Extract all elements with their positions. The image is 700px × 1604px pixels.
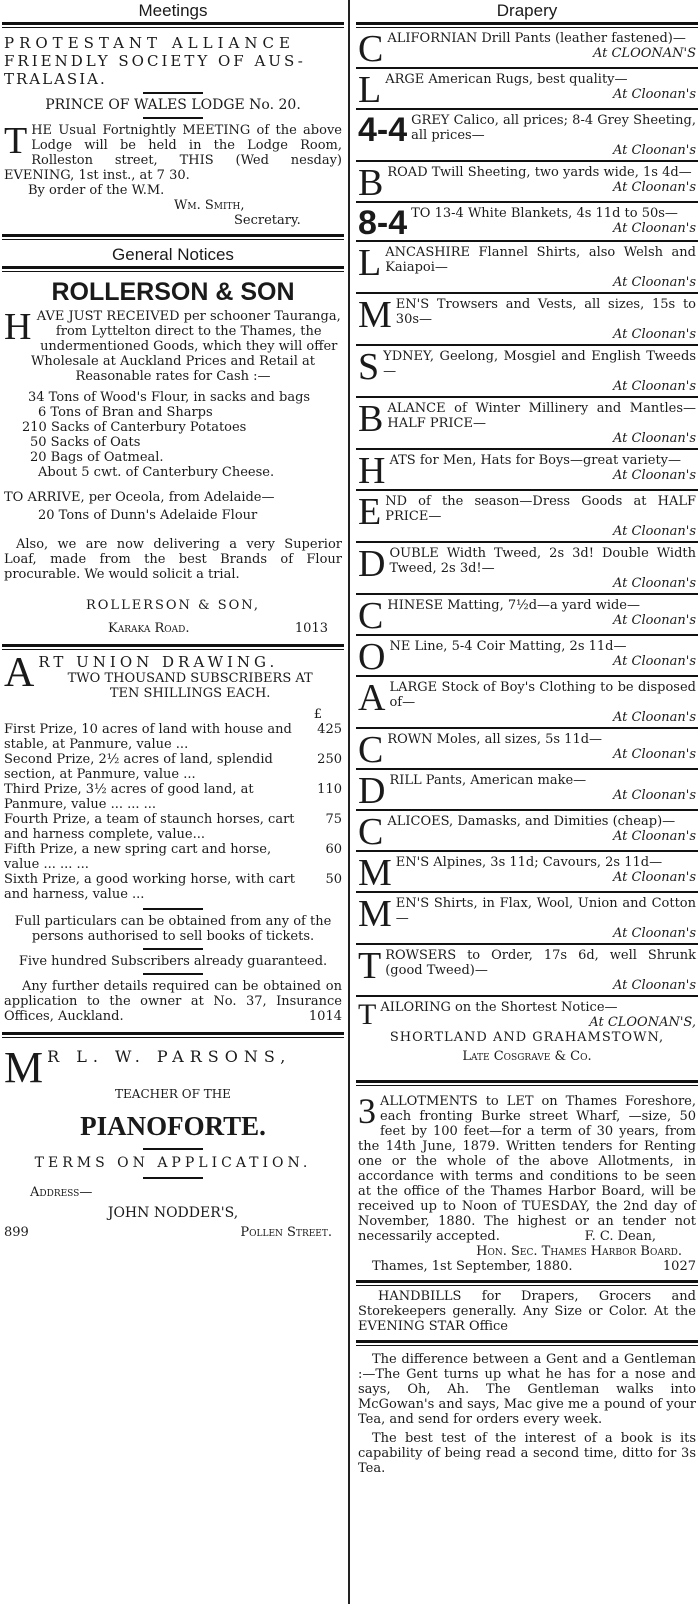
drapery-ad-text: ATS for Men, Hats for Boys—great variety— <box>389 453 682 468</box>
rule <box>143 973 203 975</box>
drapery-ad-sig: At Cloonan's <box>612 978 696 993</box>
parsons-street: Pollen Street. <box>240 1225 332 1240</box>
drapery-ad-text: ROWN Moles, all sizes, 5s 11d— <box>387 732 603 747</box>
drop-cap: H <box>4 306 32 348</box>
drapery-ad <box>354 69 700 108</box>
drop-cap: T <box>358 998 377 1031</box>
rollerson-arrive: TO ARRIVE, per Oceola, from Adelaide— <box>4 490 275 505</box>
drapery-ad <box>354 398 700 448</box>
drapery-ad-text: NE Line, 5-4 Coir Matting, 2s 11d— <box>389 639 627 654</box>
drapery-ad-text: HINESE Matting, 7½d—a yard wide— <box>387 598 640 613</box>
drapery-ad-sig: At Cloonan's <box>612 180 696 195</box>
drop-cap: C <box>358 729 384 768</box>
drop-cap: B <box>358 398 384 440</box>
drapery-ad-text: ND of the season—Dress Goods at HALF PRICE— <box>385 494 696 524</box>
rollerson-item: 34 Tons of Wood's Flour, in sacks and bags <box>28 390 311 405</box>
drapery-ad <box>354 491 700 541</box>
drapery-ad-sig: At Cloonan's <box>612 524 696 539</box>
drapery-ad <box>354 770 700 809</box>
parsons-title: R L. W. PARSONS, <box>47 1047 292 1066</box>
drapery-ad <box>354 346 700 396</box>
rollerson-sign: ROLLERSON & SON, <box>85 598 260 613</box>
prize-row: Third Prize, 3½ acres of good land, at Panmure, value ... ... ... 110 <box>4 782 342 812</box>
handbills-ad <box>354 1286 700 1336</box>
drapery-header: Drapery <box>496 1 558 20</box>
drop-cap: A <box>358 677 386 719</box>
drapery-ad <box>354 203 700 240</box>
drapery-ad-sig: At Cloonan's <box>612 747 696 762</box>
drapery-ad <box>354 242 700 292</box>
drapery-ad-sig: At Cloonan's <box>612 87 696 102</box>
drapery-ad-sig: At CLOONAN'S <box>592 46 696 61</box>
drapery-ad <box>354 811 700 850</box>
drapery-ad <box>354 677 700 727</box>
column-divider <box>348 0 350 1604</box>
prize-row: Sixth Prize, a good working horse, with cart and harness, value ... 50 <box>4 872 342 902</box>
tailoring-sig: At CLOONAN'S, <box>589 1015 696 1030</box>
drop-cap: S <box>358 346 380 388</box>
alliance-title-1: PROTESTANT ALLIANCE <box>4 34 295 52</box>
artunion-title: RT UNION DRAWING. <box>38 653 279 671</box>
alliance-title-3: TRALASIA. <box>4 70 107 88</box>
drapery-ad-sig: At Cloonan's <box>612 379 696 394</box>
drapery-ad-sig: At Cloonan's <box>612 468 696 483</box>
drop-cap: T <box>4 120 28 162</box>
drapery-ad <box>354 162 700 201</box>
drapery-ad-text: LARGE Stock of Boy's Clothing to be disposed of— <box>389 680 696 710</box>
drapery-ad-sig: At Cloonan's <box>612 275 696 290</box>
artunion-number: 1014 <box>308 1009 342 1024</box>
tailoring-shop: SHORTLAND AND GRAHAMSTOWN, <box>389 1030 665 1045</box>
drapery-ad-sig: At Cloonan's <box>612 788 696 803</box>
allotments-ad <box>354 1086 700 1276</box>
drop-cap: D <box>358 543 386 585</box>
drop-cap: L <box>358 69 382 108</box>
alliance-role: Secretary. <box>234 213 301 228</box>
rollerson-arrive-item: 20 Tons of Dunn's Adelaide Flour <box>38 508 258 523</box>
rule <box>143 92 203 94</box>
parsons-address-label: Address— <box>30 1185 93 1200</box>
rule <box>2 234 344 240</box>
rule <box>143 1177 203 1179</box>
rollerson-item: 210 Sacks of Canterbury Potatoes <box>22 420 247 435</box>
drapery-ad-sig: At Cloonan's <box>612 143 696 158</box>
drop-cap: M <box>4 1043 44 1092</box>
parsons-ad <box>0 1038 346 1242</box>
drapery-ad-text: EN'S Trowsers and Vests, all sizes, 15s to 30s— <box>395 297 696 327</box>
drop-cap: H <box>358 450 386 489</box>
rule <box>143 117 203 119</box>
rollerson-item: 20 Bags of Oatmeal. <box>30 450 164 465</box>
meetings-header: Meetings <box>138 1 208 20</box>
drapery-ad-text: ARGE American Rugs, best quality— <box>385 72 628 87</box>
drapery-ad-sig: At Cloonan's <box>612 870 696 885</box>
tailoring-text: AILORING on the Shortest Notice— <box>380 1000 618 1015</box>
drapery-ad-sig: At Cloonan's <box>612 829 696 844</box>
gent-ad <box>354 1346 700 1478</box>
alliance-title-2: FRIENDLY SOCIETY OF AUS- <box>4 52 306 70</box>
general-header: General Notices <box>112 245 234 264</box>
parsons-pianoforte: PIANOFORTE. <box>80 1111 266 1141</box>
drop-cap: D <box>358 770 386 809</box>
drapery-ad-text: ALIFORNIAN Drill Pants (leather fastened)— <box>387 31 686 46</box>
drapery-ad <box>354 450 700 489</box>
drapery-ad-text: EN'S Shirts, in Flax, Wool, Union and Cotton— <box>395 896 696 926</box>
artunion-line3: TEN SHILLINGS EACH. <box>109 686 271 701</box>
rollerson-title: ROLLERSON & SON <box>51 278 295 306</box>
rule <box>143 908 203 910</box>
allotments-signer: F. C. Dean, <box>584 1229 656 1244</box>
drapery-ad-text: OUBLE Width Tweed, 2s 3d! Double Width Tweed, 2s 3d!— <box>389 546 696 576</box>
artunion-full: Full particulars can be obtained from any of the persons authorised to sell books of tickets. <box>14 914 332 944</box>
drop-cap: 3 <box>358 1091 376 1131</box>
drop-cap: M <box>358 893 392 935</box>
drapery-ad-sig: At Cloonan's <box>612 431 696 446</box>
rollerson-item: About 5 cwt. of Canterbury Cheese. <box>38 465 275 480</box>
lodge-name: PRINCE OF WALES LODGE No. 20. <box>45 97 301 113</box>
drop-cap: 4-4 <box>358 111 408 149</box>
rule <box>143 948 203 950</box>
tailoring-late: Late Cosgrave & Co. <box>462 1049 592 1064</box>
artunion-line2: TWO THOUSAND SUBSCRIBERS AT <box>67 671 313 686</box>
alliance-notice <box>0 28 346 230</box>
prize-row: Fourth Prize, a team of staunch horses, cart and harness complete, value... 75 <box>4 812 342 842</box>
rollerson-loaf: Also, we are now delivering a very Superior Loaf, made from the best Brands of Flour procurable. We would solicit a trial. <box>4 537 342 582</box>
alliance-body: HE Usual Fortnightly MEETING of the above Lodge will be held in the Lodge Room, Rolleston street, THIS (Wed nesday) EVENING, 1st inst., at 7 30. <box>4 123 342 183</box>
drapery-ad-sig: At Cloonan's <box>612 576 696 591</box>
drop-cap: M <box>358 294 392 336</box>
prize-row: First Prize, 10 acres of land with house and stable, at Panmure, value ... 425 <box>4 722 342 752</box>
drop-cap: O <box>358 636 386 675</box>
prize-row: Second Prize, 2½ acres of land, splendid section, at Panmure, value ... 250 <box>4 752 342 782</box>
parsons-name: JOHN NODDER'S, <box>107 1205 239 1221</box>
drapery-ad-text: ALICOES, Damasks, and Dimities (cheap)— <box>387 814 676 829</box>
handbills-text: HANDBILLS for Drapers, Grocers and Storekeepers generally. Any Size or Color. At the EVENING STAR Office <box>358 1289 696 1334</box>
drapery-ad <box>354 595 700 634</box>
drapery-ad-text: GREY Calico, all prices; 8-4 Grey Sheeting, all prices— <box>411 113 696 143</box>
drapery-ad-sig: At Cloonan's <box>612 710 696 725</box>
rollerson-number: 1013 <box>294 621 328 636</box>
rollerson-item: 6 Tons of Bran and Sharps <box>38 405 213 420</box>
allotments-body: ALLOTMENTS to LET on Thames Foreshore, each fronting Burke street Wharf, —size, 50 feet by 100 feet—for a term of 30 years, from the 14th June, 1879. Written tenders for Renting one or the whole of the above Allotments, in accordance with terms and conditions to be seen at the office of the Thames Harbor Board, will be received up to Noon of TUESDAY, the 2nd day of November, 1880. The highest or an tender not necessarily accepted. <box>358 1094 696 1244</box>
drapery-ad <box>354 729 700 768</box>
tailoring-ad <box>354 997 700 1066</box>
gent-p1: The difference between a Gent and a Gentleman :—The Gent turns up what he has for a nose and says, Oh, Ah. The Gentleman walks into McGowan's and says, Mac give me a pound of your Tea, and send for orders every week. <box>358 1352 696 1427</box>
rollerson-item: 50 Sacks of Oats <box>30 435 141 450</box>
artunion-ad <box>0 650 346 1026</box>
prize-row: Fifth Prize, a new spring cart and horse, value ... ... ... 60 <box>4 842 342 872</box>
drapery-ad <box>354 294 700 344</box>
drapery-ad <box>354 852 700 891</box>
drop-cap: C <box>358 811 384 850</box>
drapery-ad <box>354 110 700 160</box>
drop-cap: C <box>358 595 384 634</box>
drop-cap: T <box>358 945 382 987</box>
alliance-name: Wm. Smith, <box>174 198 245 213</box>
allotments-date: Thames, 1st September, 1880. <box>372 1259 573 1274</box>
drapery-ad-sig: At Cloonan's <box>612 221 696 236</box>
drapery-ad-text: ROWSERS to Order, 17s 6d, well Shrunk (good Tweed)— <box>385 948 696 978</box>
rollerson-ad <box>0 272 346 638</box>
rule <box>143 1148 203 1150</box>
artunion-guaranteed: Five hundred Subscribers already guaranteed. <box>18 954 328 969</box>
drapery-ad-text: YDNEY, Geelong, Mosgiel and English Tweeds— <box>383 349 696 379</box>
drapery-ad-text: RILL Pants, American make— <box>389 773 587 788</box>
artunion-currency: £ <box>313 707 322 722</box>
drapery-ad-sig: At Cloonan's <box>612 327 696 342</box>
drop-cap: 8-4 <box>358 204 408 240</box>
drapery-ad-text: ROAD Twill Sheeting, two yards wide, 1s 4d— <box>387 165 692 180</box>
drapery-list <box>354 28 700 997</box>
drop-cap: A <box>4 650 35 696</box>
parsons-number: 899 <box>4 1225 29 1240</box>
drapery-ad <box>354 945 700 995</box>
rollerson-intro: AVE JUST RECEIVED per schooner Tauranga, from Lyttelton direct to the Thames, the undermentioned Goods, which they will offer Wholesale at Auckland Prices and Retail at Reasonable rates for Cash :— <box>31 309 341 384</box>
drapery-ad-sig: At Cloonan's <box>612 654 696 669</box>
drapery-ad-text: EN'S Alpines, 3s 11d; Cavours, 2s 11d— <box>395 855 663 870</box>
drop-cap: C <box>358 28 384 67</box>
drop-cap: M <box>358 852 392 891</box>
drapery-ad <box>354 636 700 675</box>
alliance-order: By order of the W.M. <box>28 183 165 198</box>
right-column <box>354 0 700 1604</box>
parsons-terms: TERMS ON APPLICATION. <box>34 1155 312 1171</box>
drapery-ad-text: ANCASHIRE Flannel Shirts, also Welsh and Kaiapoi— <box>385 245 696 275</box>
allotments-role: Hon. Sec. Thames Harbor Board. <box>476 1244 682 1259</box>
drop-cap: E <box>358 491 382 533</box>
drapery-ad-text: ALANCE of Winter Millinery and Mantles— HALF PRICE— <box>387 401 696 431</box>
artunion-further: Any further details required can be obtained on application to the owner at No. 37, Insurance Offices, Auckland. <box>4 979 342 1024</box>
drapery-ad <box>354 893 700 943</box>
drop-cap: L <box>358 242 382 284</box>
drapery-ad <box>354 28 700 67</box>
drapery-ad-text: TO 13-4 White Blankets, 4s 11d to 50s— <box>411 206 678 221</box>
rollerson-address: Karaka Road. <box>108 621 190 636</box>
drop-cap: B <box>358 162 384 201</box>
parsons-teacher: TEACHER OF THE <box>115 1087 231 1101</box>
gent-p2: The best test of the interest of a book is its capability of being read a second time, ditto for 3s Tea. <box>358 1431 696 1476</box>
left-column <box>0 0 346 1604</box>
allotments-number: 1027 <box>662 1259 696 1274</box>
drapery-ad-sig: At Cloonan's <box>612 613 696 628</box>
drapery-ad-sig: At Cloonan's <box>612 926 696 941</box>
drapery-ad <box>354 543 700 593</box>
